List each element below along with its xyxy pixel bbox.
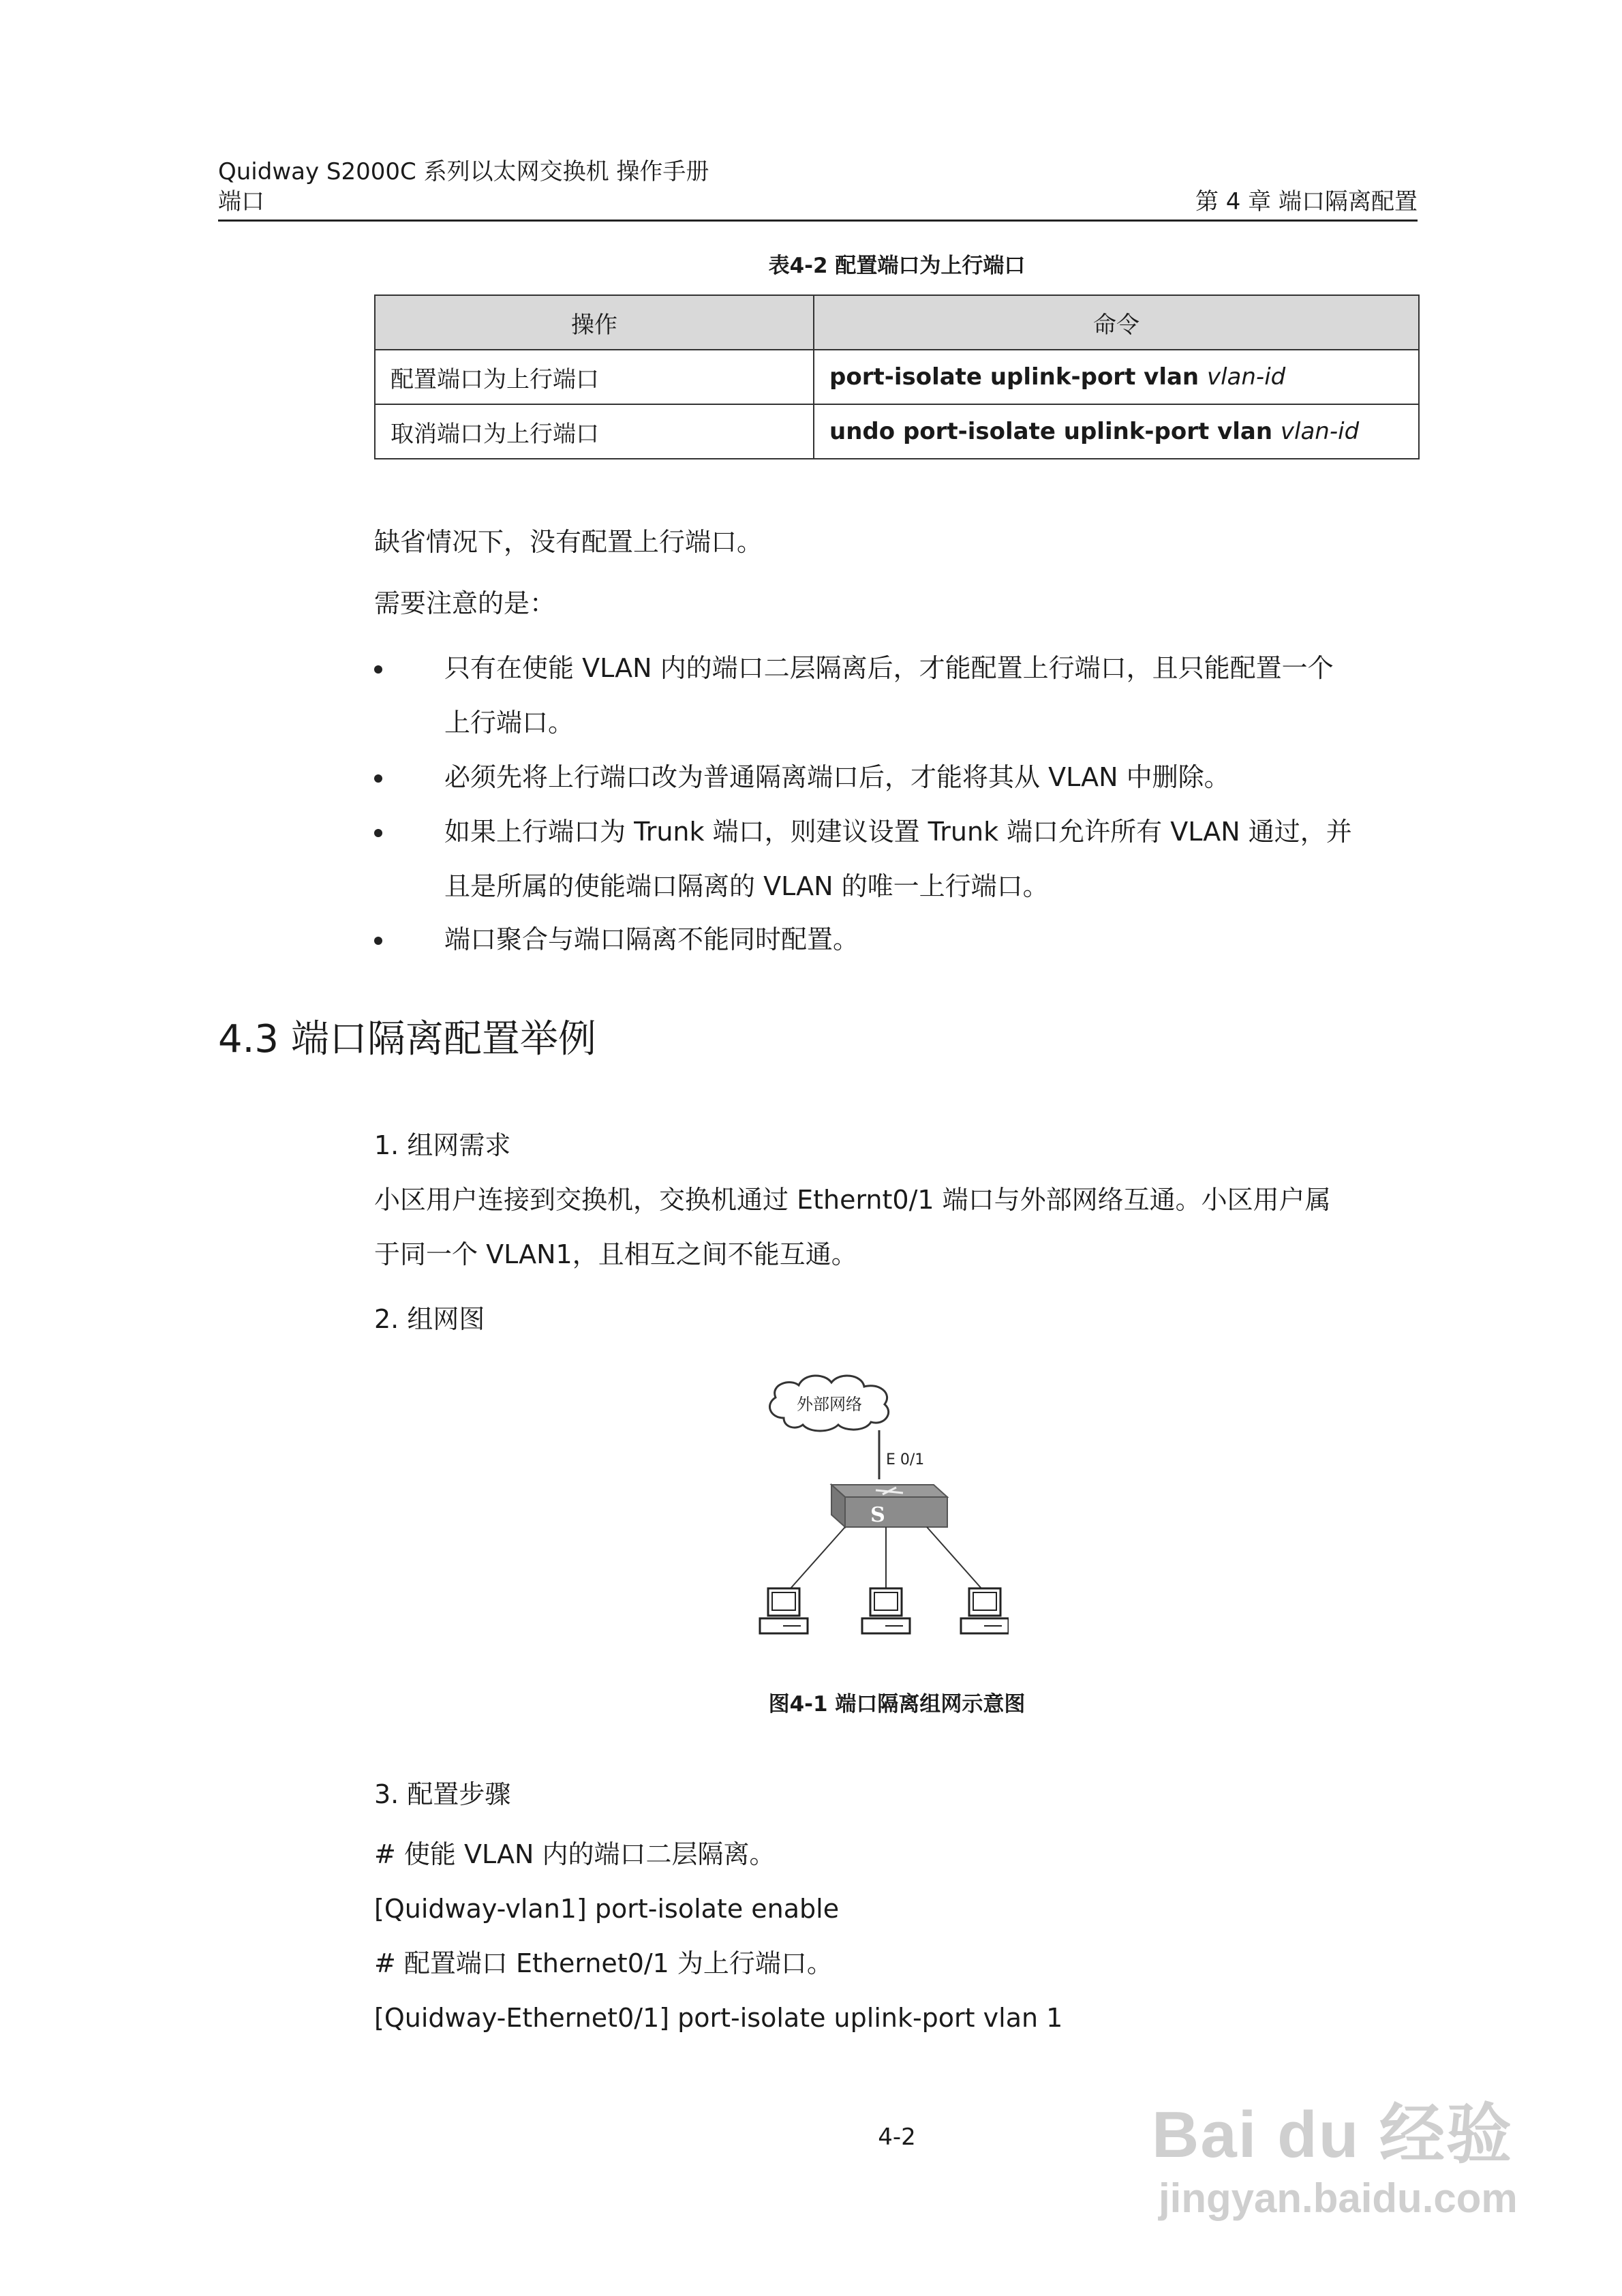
section-label: 端口 [218,188,264,215]
table-header-row [375,295,1419,350]
cloud-label: 外部网络 [797,1395,862,1414]
bullet-line: 只有在使能 VLAN 内的端口二层隔离后，才能配置上行端口，且只能配置一个 [444,653,1334,683]
computer-icon [760,1588,808,1633]
header-rule [218,220,1418,222]
requirement-heading: 1. 组网需求 [374,1130,511,1160]
command-argument: vlan-id [1280,418,1360,445]
bullet-dot [374,829,382,837]
figure-caption: 图4-1 端口隔离组网示意图 [768,1692,1026,1717]
requirement-line: 小区用户连接到交换机，交换机通过 Ethernt0/1 端口与外部网络互通。小区用户属 [374,1185,1331,1215]
computer-icon [961,1588,1009,1633]
bullet-dot [374,774,382,783]
diagram-heading: 2. 组网图 [374,1304,485,1334]
command-text: port-isolate uplink-port vlan [829,363,1207,391]
table-row [375,350,1419,404]
page-number: 4-2 [878,2124,916,2151]
bullet-line: 如果上行端口为 Trunk 端口，则建议设置 Trunk 端口允许所有 VLAN 通过，并 [444,817,1352,847]
baidu-watermark-logo: Bai du 经验 [1152,2098,1514,2171]
cloud-icon [769,1376,888,1431]
table-caption: 表4-2 配置端口为上行端口 [768,254,1026,278]
section-heading: 4.3 端口隔离配置举例 [218,1017,596,1061]
column-header-command: 命令 [814,295,1419,350]
baidu-watermark-url: jingyan.baidu.com [1159,2175,1518,2221]
command-argument: vlan-id [1206,363,1286,391]
chapter-label: 第 4 章 端口隔离配置 [1195,188,1418,215]
steps-heading: 3. 配置步骤 [374,1779,511,1809]
network-diagram [722,1363,1009,1663]
switch-letter: S [870,1503,885,1527]
port-label: E 0/1 [886,1451,925,1468]
command-text: undo port-isolate uplink-port vlan [829,418,1281,445]
switch-icon [831,1485,947,1527]
requirement-line: 于同一个 VLAN1，且相互之间不能互通。 [374,1239,857,1269]
pc-link [791,1527,845,1588]
pc-link [927,1527,981,1588]
bullet-line: 必须先将上行端口改为普通隔离端口后，才能将其从 VLAN 中删除。 [444,762,1230,792]
bullet-dot [374,937,382,945]
command-cell [814,350,1419,404]
column-header-operation: 操作 [375,295,814,350]
attention-intro: 需要注意的是： [374,588,556,618]
table-row [375,404,1419,459]
step-comment: # 使能 VLAN 内的端口二层隔离。 [374,1839,776,1869]
default-note: 缺省情况下，没有配置上行端口。 [374,527,763,557]
bullet-dot [374,665,382,674]
operation-cell: 配置端口为上行端口 [375,350,814,404]
command-table [374,294,1420,459]
command-cell [814,404,1419,459]
bullet-line: 端口聚合与端口隔离不能同时配置。 [444,924,859,954]
computer-icon [862,1588,910,1633]
requirement-text [374,1173,1331,1282]
step-command: [Quidway-Ethernet0/1] port-isolate uplink-port vlan 1 [374,2003,1063,2033]
manual-title: Quidway S2000C 系列以太网交换机 操作手册 [218,158,709,185]
bullet-line: 且是所属的使能端口隔离的 VLAN 的唯一上行端口。 [444,871,1049,901]
step-command: [Quidway-vlan1] port-isolate enable [374,1894,840,1924]
bullet-line: 上行端口。 [444,708,575,738]
operation-cell: 取消端口为上行端口 [375,404,814,459]
step-comment: # 配置端口 Ethernet0/1 为上行端口。 [374,1948,833,1978]
